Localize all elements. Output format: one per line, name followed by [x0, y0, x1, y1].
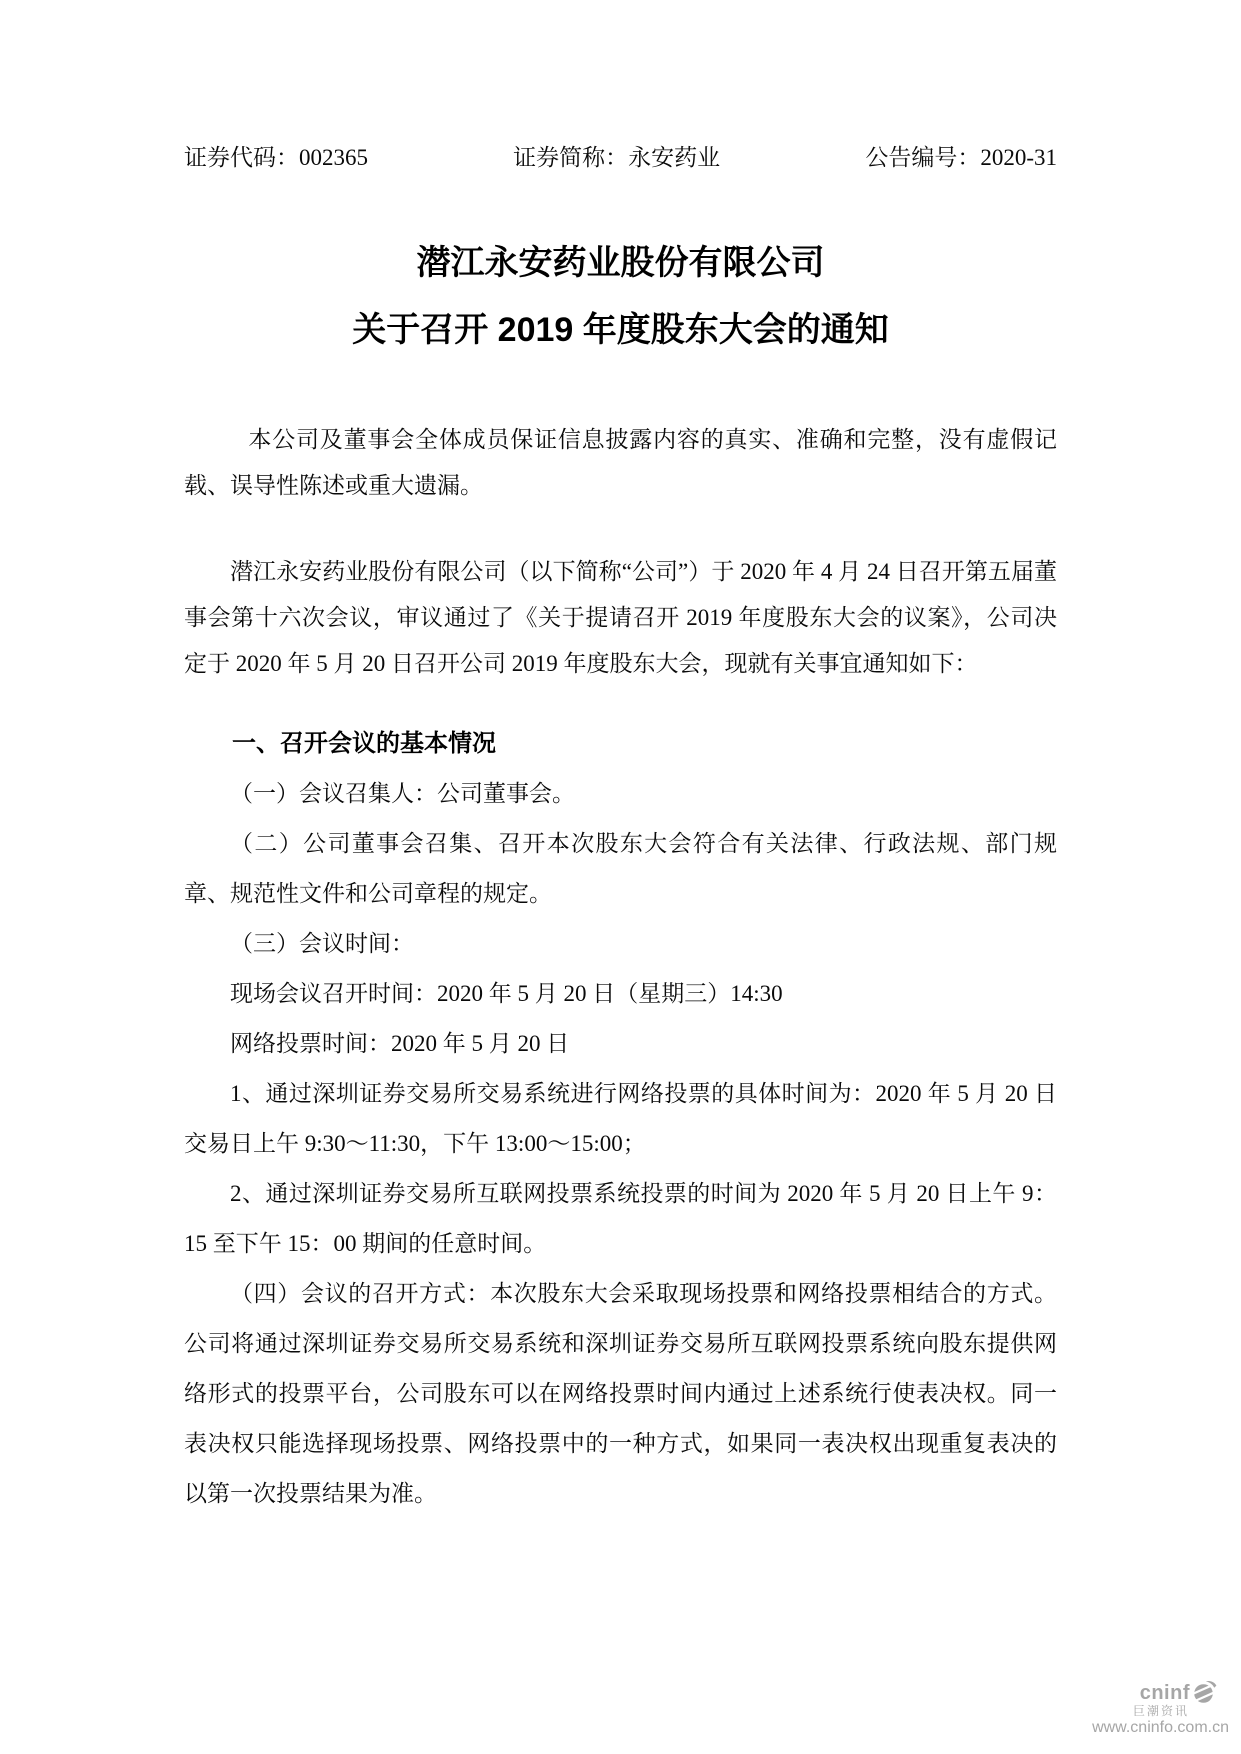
cninfo-brand-text: cninf [1139, 1681, 1190, 1704]
paragraph-trading-system-time: 1、通过深圳证券交易所交易系统进行网络投票的具体时间为：2020 年 5 月 20 日交易日上午 9:30～11:30，下午 13:00～15:00； [184, 1081, 1057, 1156]
section-1-body [184, 769, 1057, 1519]
paragraph-legality: （二）公司董事会召集、召开本次股东大会符合有关法律、行政法规、部门规章、规范性文件和公司章程的规定。 [184, 831, 1057, 906]
intro-paragraph: 潜江永安药业股份有限公司（以下简称“公司”）于 2020 年 4 月 24 日召开第五届董事会第十六次会议，审议通过了《关于提请召开 2019 年度股东大会的议案》，公司决定于 2020 年 5 月 20 日召开公司 2019 年度股东大会，现就有关事宜通知如下： [184, 559, 1057, 676]
cninfo-logo-row [1092, 1681, 1229, 1704]
paragraph-meeting-method: （四）会议的召开方式：本次股东大会采取现场投票和网络投票相结合的方式。公司将通过深圳证券交易所交易系统和深圳证券交易所互联网投票系统向股东提供网络形式的投票平台，公司股东可以在网络投票时间内通过上述系统行使表决权。同一表决权只能选择现场投票、网络投票中的一种方式，如果同一表决权出现重复表决的以第一次投票结果为准。 [184, 1281, 1057, 1506]
title-company: 潜江永安药业股份有限公司 [416, 244, 825, 282]
document-header [184, 144, 1057, 172]
truthfulness-statement: 本公司及董事会全体成员保证信息披露内容的真实、准确和完整，没有虚假记载、误导性陈述或重大遗漏。 [184, 427, 1057, 498]
announcement-number: 公告编号：2020-31 [865, 145, 1057, 170]
cninfo-url: www.cninfo.com.cn [1092, 1719, 1229, 1736]
cninfo-watermark [1092, 1681, 1229, 1736]
document-title [184, 230, 1057, 364]
stock-code: 证券代码：002365 [184, 145, 368, 170]
paragraph-onsite-time: 现场会议召开时间：2020 年 5 月 20 日（星期三）14:30 [230, 981, 783, 1006]
paragraph-internet-system-time: 2、通过深圳证券交易所互联网投票系统投票的时间为 2020 年 5 月 20 日上午 9：15 至下午 15：00 期间的任意时间。 [184, 1181, 1057, 1256]
section-heading-1: 一、召开会议的基本情况 [232, 730, 496, 757]
cninfo-swoosh-icon [1193, 1681, 1217, 1704]
paragraph-meeting-time-label: （三）会议时间： [230, 931, 414, 956]
stock-name: 证券简称：永安药业 [513, 145, 721, 170]
title-subject: 关于召开 2019 年度股东大会的通知 [352, 311, 889, 349]
paragraph-convener: （一）会议召集人：公司董事会。 [230, 781, 575, 806]
cninfo-chinese-name: 巨潮资讯 [1132, 1704, 1189, 1718]
paragraph-online-vote-date: 网络投票时间：2020 年 5 月 20 日 [230, 1031, 570, 1056]
page-content [184, 144, 1057, 1519]
